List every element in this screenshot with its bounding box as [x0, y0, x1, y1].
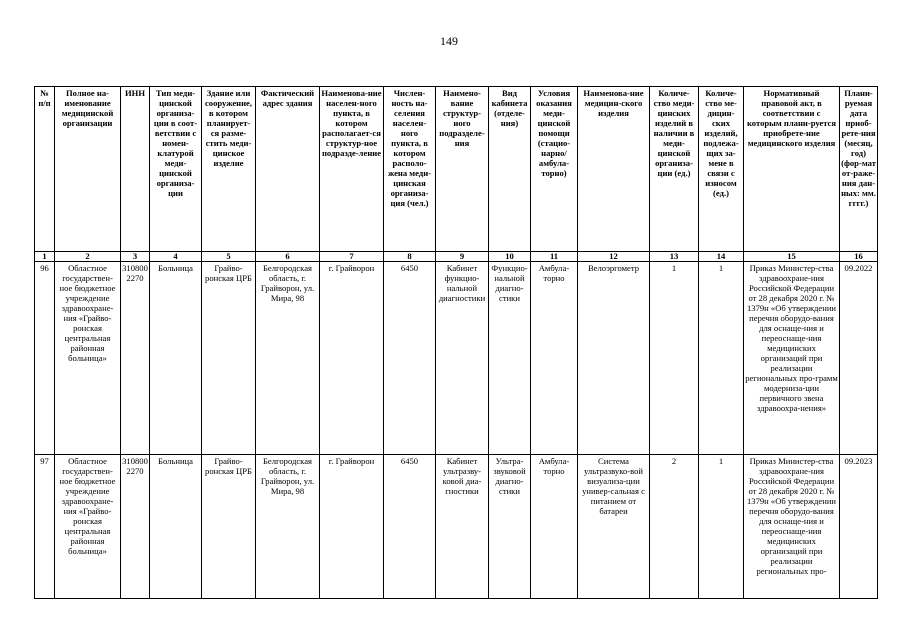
care-conditions: Амбула-торно: [531, 455, 578, 599]
column-number: 10: [489, 252, 531, 262]
header-cell: Количе-ство меди-цинских изделий в наличии в меди-цинской организа-ции (ед.): [650, 87, 699, 252]
header-cell: № п/п: [35, 87, 55, 252]
header-cell: ИНН: [121, 87, 150, 252]
settlement: г. Грайворон: [320, 262, 384, 455]
column-number: 2: [55, 252, 121, 262]
settlement: г. Грайворон: [320, 455, 384, 599]
header-cell: Фактический адрес здания: [256, 87, 320, 252]
building: Грайво-ронская ЦРБ: [202, 455, 256, 599]
row-number: 96: [35, 262, 55, 455]
quantity-to-replace: 1: [699, 455, 744, 599]
column-number: 13: [650, 252, 699, 262]
header-row: [35, 87, 878, 252]
building: Грайво-ронская ЦРБ: [202, 262, 256, 455]
structural-unit: Кабинет ультразву-ковой диа-гностики: [436, 455, 489, 599]
device-name: Велоэргометр: [578, 262, 650, 455]
equipment-table: [34, 86, 878, 599]
quantity-available: 2: [650, 455, 699, 599]
legal-act: Приказ Министер-ства здравоохране-ния Российской Федерации от 28 декабря 2020 г. № 1379н «Об утверждении перечня оборудо-вания для оснаще-ния и переоснаще-ния медицинских организаций при реализации региональных про-: [744, 455, 840, 599]
column-number: 15: [744, 252, 840, 262]
column-number: 3: [121, 252, 150, 262]
cabinet-type: Функцио-нальной диагно-стики: [489, 262, 531, 455]
cabinet-type: Ультра-звуковой диагно-стики: [489, 455, 531, 599]
header-cell: Наименова-ние населен-ного пункта, в котором располагает-ся структур-ное подразде-ление: [320, 87, 384, 252]
column-number: 5: [202, 252, 256, 262]
header-cell: Плани-руемая дата приоб-рете-ния (месяц, год) (фор-мат от-раже-ния дан-ных: мм. гггг.): [840, 87, 878, 252]
header-cell: Вид кабинета (отделе-ния): [489, 87, 531, 252]
care-conditions: Амбула-торно: [531, 262, 578, 455]
planned-date: 09.2023: [840, 455, 878, 599]
header-cell: Нормативный правовой акт, в соответствии с которым плани-руется приобрете-ние медицинского изделия: [744, 87, 840, 252]
column-number: 6: [256, 252, 320, 262]
header-cell: Здание или сооружение, в котором планирует-ся разме-стить меди-цинское изделие: [202, 87, 256, 252]
column-number: 14: [699, 252, 744, 262]
column-number: 11: [531, 252, 578, 262]
column-number: 12: [578, 252, 650, 262]
organization-name: Областное государствен-ное бюджетное учреждение здравоохране-ния «Грайво-ронская центральная районная больница»: [55, 262, 121, 455]
column-number: 9: [436, 252, 489, 262]
organization-type: Больница: [150, 455, 202, 599]
header-cell: Полное на-именование медицинской организации: [55, 87, 121, 252]
quantity-to-replace: 1: [699, 262, 744, 455]
column-number: 7: [320, 252, 384, 262]
header-cell: Тип меди-цинской организа-ции в соот-ветствии с номен-клатурой меди-цинской организа-ции: [150, 87, 202, 252]
column-number-row: [35, 252, 878, 262]
organization-name: Областное государствен-ное бюджетное учреждение здравоохране-ния «Грайво-ронская центральная районная больница»: [55, 455, 121, 599]
column-number: 1: [35, 252, 55, 262]
device-name: Система ультразвуко-вой визуализа-ции универ-сальная с питанием от батареи: [578, 455, 650, 599]
planned-date: 09.2022: [840, 262, 878, 455]
population: 6450: [384, 455, 436, 599]
address: Белгородская область, г. Грайворон, ул. Мира, 98: [256, 455, 320, 599]
inn: 3108002270: [121, 455, 150, 599]
column-number: 16: [840, 252, 878, 262]
header-cell: Количе-ство ме-дицин-ских изделий, подлежа-щих за-мене в связи с износом (ед.): [699, 87, 744, 252]
address: Белгородская область, г. Грайворон, ул. Мира, 98: [256, 262, 320, 455]
organization-type: Больница: [150, 262, 202, 455]
quantity-available: 1: [650, 262, 699, 455]
table-row: [35, 262, 878, 455]
population: 6450: [384, 262, 436, 455]
table-row: [35, 455, 878, 599]
inn: 3108002270: [121, 262, 150, 455]
header-cell: Наимено-вание структур-ного подразделе-ния: [436, 87, 489, 252]
column-number: 4: [150, 252, 202, 262]
column-number: 8: [384, 252, 436, 262]
header-cell: Наименова-ние медицин-ского изделия: [578, 87, 650, 252]
header-cell: Условия оказания меди-цинской помощи (стацио-нарно/ амбула-торно): [531, 87, 578, 252]
page-number: 149: [440, 34, 458, 48]
header-cell: Числен-ность на-селения населен-ного пункта, в котором располо-жена меди-цинская организа-ция (чел.): [384, 87, 436, 252]
legal-act: Приказ Министер-ства здравоохране-ния Российской Федерации от 28 декабря 2020 г. № 1379н «Об утверждении перечня оборудо-вания для оснаще-ния и переоснаще-ния медицинских организаций при реализации региональных про-грамм модерниза-ции первичного звена здравоохра-нения»: [744, 262, 840, 455]
structural-unit: Кабинет функцио-нальной диагностики: [436, 262, 489, 455]
row-number: 97: [35, 455, 55, 599]
